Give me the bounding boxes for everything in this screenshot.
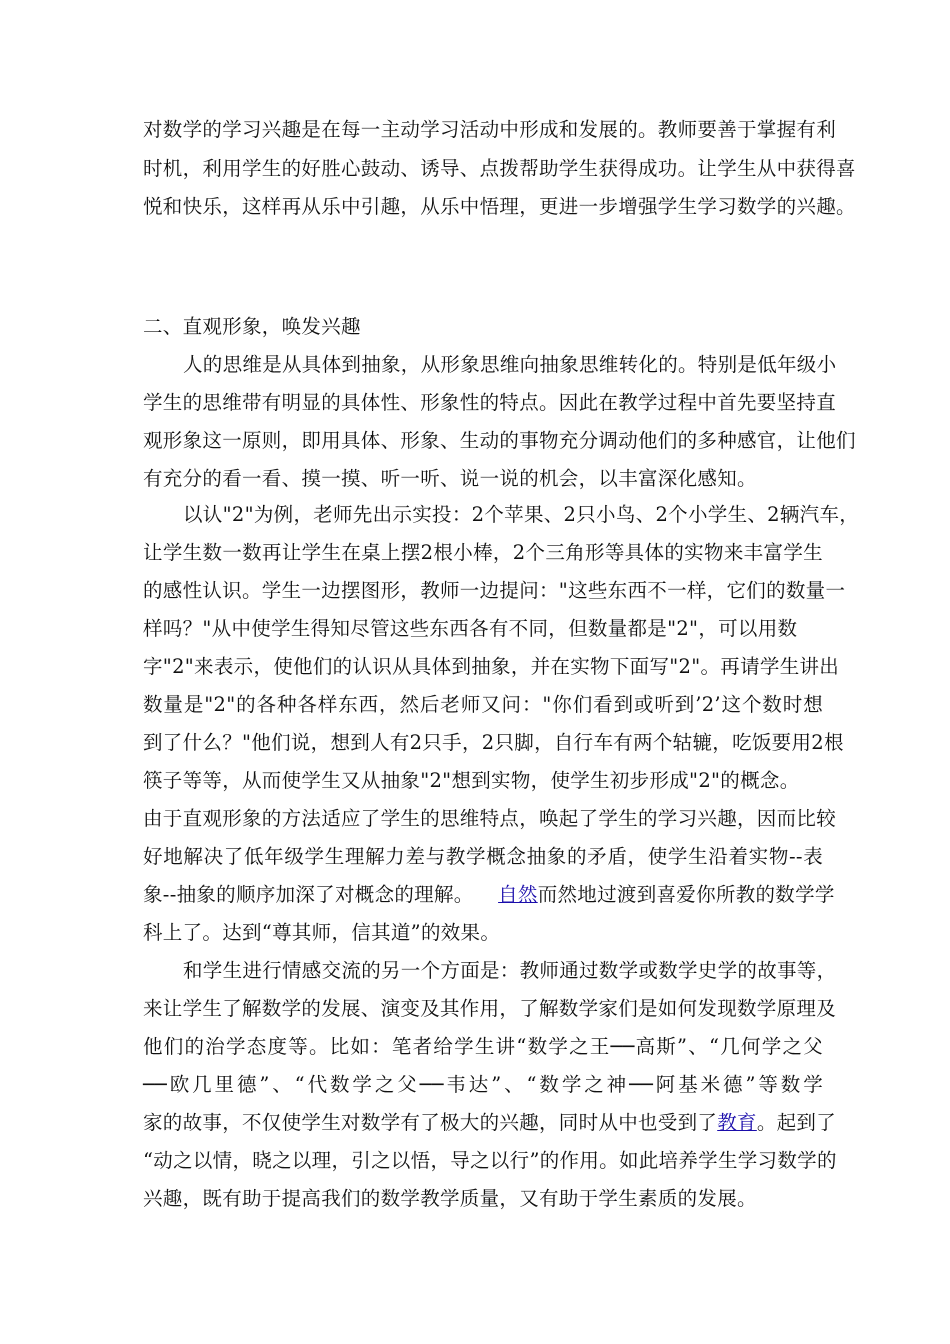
jiaoyu-link[interactable]: 教育 <box>717 1111 757 1134</box>
ziran-link[interactable]: 自然 <box>498 883 538 906</box>
paragraph-text: 而然地过渡到喜爱你所教的数学学 <box>537 883 835 906</box>
paragraph-line: 以认"2"为例，老师先出示实投：2个苹果、2只小鸟、2个小学生、2辆汽车， <box>183 503 860 526</box>
paragraph-line-with-link <box>143 882 835 908</box>
paragraph-line: 兴趣，既有助于提高我们的数学教学质量，又有助于学生素质的发展。 <box>143 1187 757 1210</box>
paragraph-line: 有充分的看一看、摸一摸、听一听、说一说的机会，以丰富深化感知。 <box>143 467 757 490</box>
paragraph-line: “动之以情，晓之以理，引之以悟，导之以行”的作用。如此培养学生学习数学的 <box>143 1149 837 1172</box>
paragraph-line: 他们的治学态度等。比如：笔者给学生讲“数学之王──高斯”、“几何学之父 <box>143 1035 823 1058</box>
paragraph-text: 家的故事，不仅使学生对数学有了极大的兴趣，同时从中也受到了 <box>143 1111 718 1134</box>
paragraph-line: 学生的思维带有明显的具体性、形象性的特点。因此在教学过程中首先要坚持直 <box>143 391 837 414</box>
paragraph-line-with-link <box>143 1110 837 1136</box>
paragraph-text: 象--抽象的顺序加深了对概念的理解。 <box>143 883 481 906</box>
paragraph-line: 好地解决了低年级学生理解力差与教学概念抽象的矛盾，使学生沿着实物--表 <box>143 845 823 868</box>
paragraph-text: 。起到了 <box>756 1111 837 1134</box>
paragraph-line: 悦和快乐，这样再从乐中引趣，从乐中悟理，更进一步增强学生学习数学的兴趣。 <box>143 195 856 218</box>
paragraph-line: 来让学生了解数学的发展、演变及其作用，了解数学家们是如何发现数学原理及 <box>143 997 837 1020</box>
paragraph-line: 科上了。达到“尊其师，信其道”的效果。 <box>143 921 501 944</box>
paragraph-line: 人的思维是从具体到抽象，从形象思维向抽象思维转化的。特别是低年级小 <box>183 353 837 376</box>
paragraph-line: 时机，利用学生的好胜心鼓动、诱导、点拨帮助学生获得成功。让学生从中获得喜 <box>143 157 856 180</box>
paragraph-line: 样吗？"从中使学生得知尽管这些东西各有不同，但数量都是"2"，可以用数 <box>143 617 798 640</box>
paragraph-line: 由于直观形象的方法适应了学生的思维特点，唤起了学生的学习兴趣，因而比较 <box>143 807 837 830</box>
paragraph-line: 让学生数一数再让学生在桌上摆2根小棒，2个三角形等具体的实物来丰富学生 <box>143 541 823 564</box>
section-heading: 二、直观形象，唤发兴趣 <box>143 315 361 338</box>
paragraph-line: 到了什么？"他们说，想到人有2只手，2只脚，自行车有两个轱辘，吃饭要用2根 <box>143 731 844 754</box>
paragraph-line: 观形象这一原则，即用具体、形象、生动的事物充分调动他们的多种感官，让他们 <box>143 429 856 452</box>
paragraph-line: 筷子等等，从而使学生又从抽象"2"想到实物，使学生初步形成"2"的概念。 <box>143 769 800 792</box>
paragraph-line: 数量是"2"的各种各样东西，然后老师又问："你们看到或听到’2’这个数时想 <box>143 693 823 716</box>
paragraph-line: 的感性认识。学生一边摆图形，教师一边提问："这些东西不一样，它们的数量一 <box>143 579 846 602</box>
paragraph-line: 和学生进行情感交流的另一个方面是：教师通过数学或数学史学的故事等， <box>183 959 837 982</box>
paragraph-line: 对数学的学习兴趣是在每一主动学习活动中形成和发展的。教师要善于掌握有利 <box>143 118 837 141</box>
paragraph-line: 字"2"来表示，使他们的认识从具体到抽象，并在实物下面写"2"。再请学生讲出 <box>143 655 840 678</box>
paragraph-line: ──欧几里德”、“代数学之父──韦达”、“数学之神──阿基米德”等数学 <box>143 1073 823 1096</box>
